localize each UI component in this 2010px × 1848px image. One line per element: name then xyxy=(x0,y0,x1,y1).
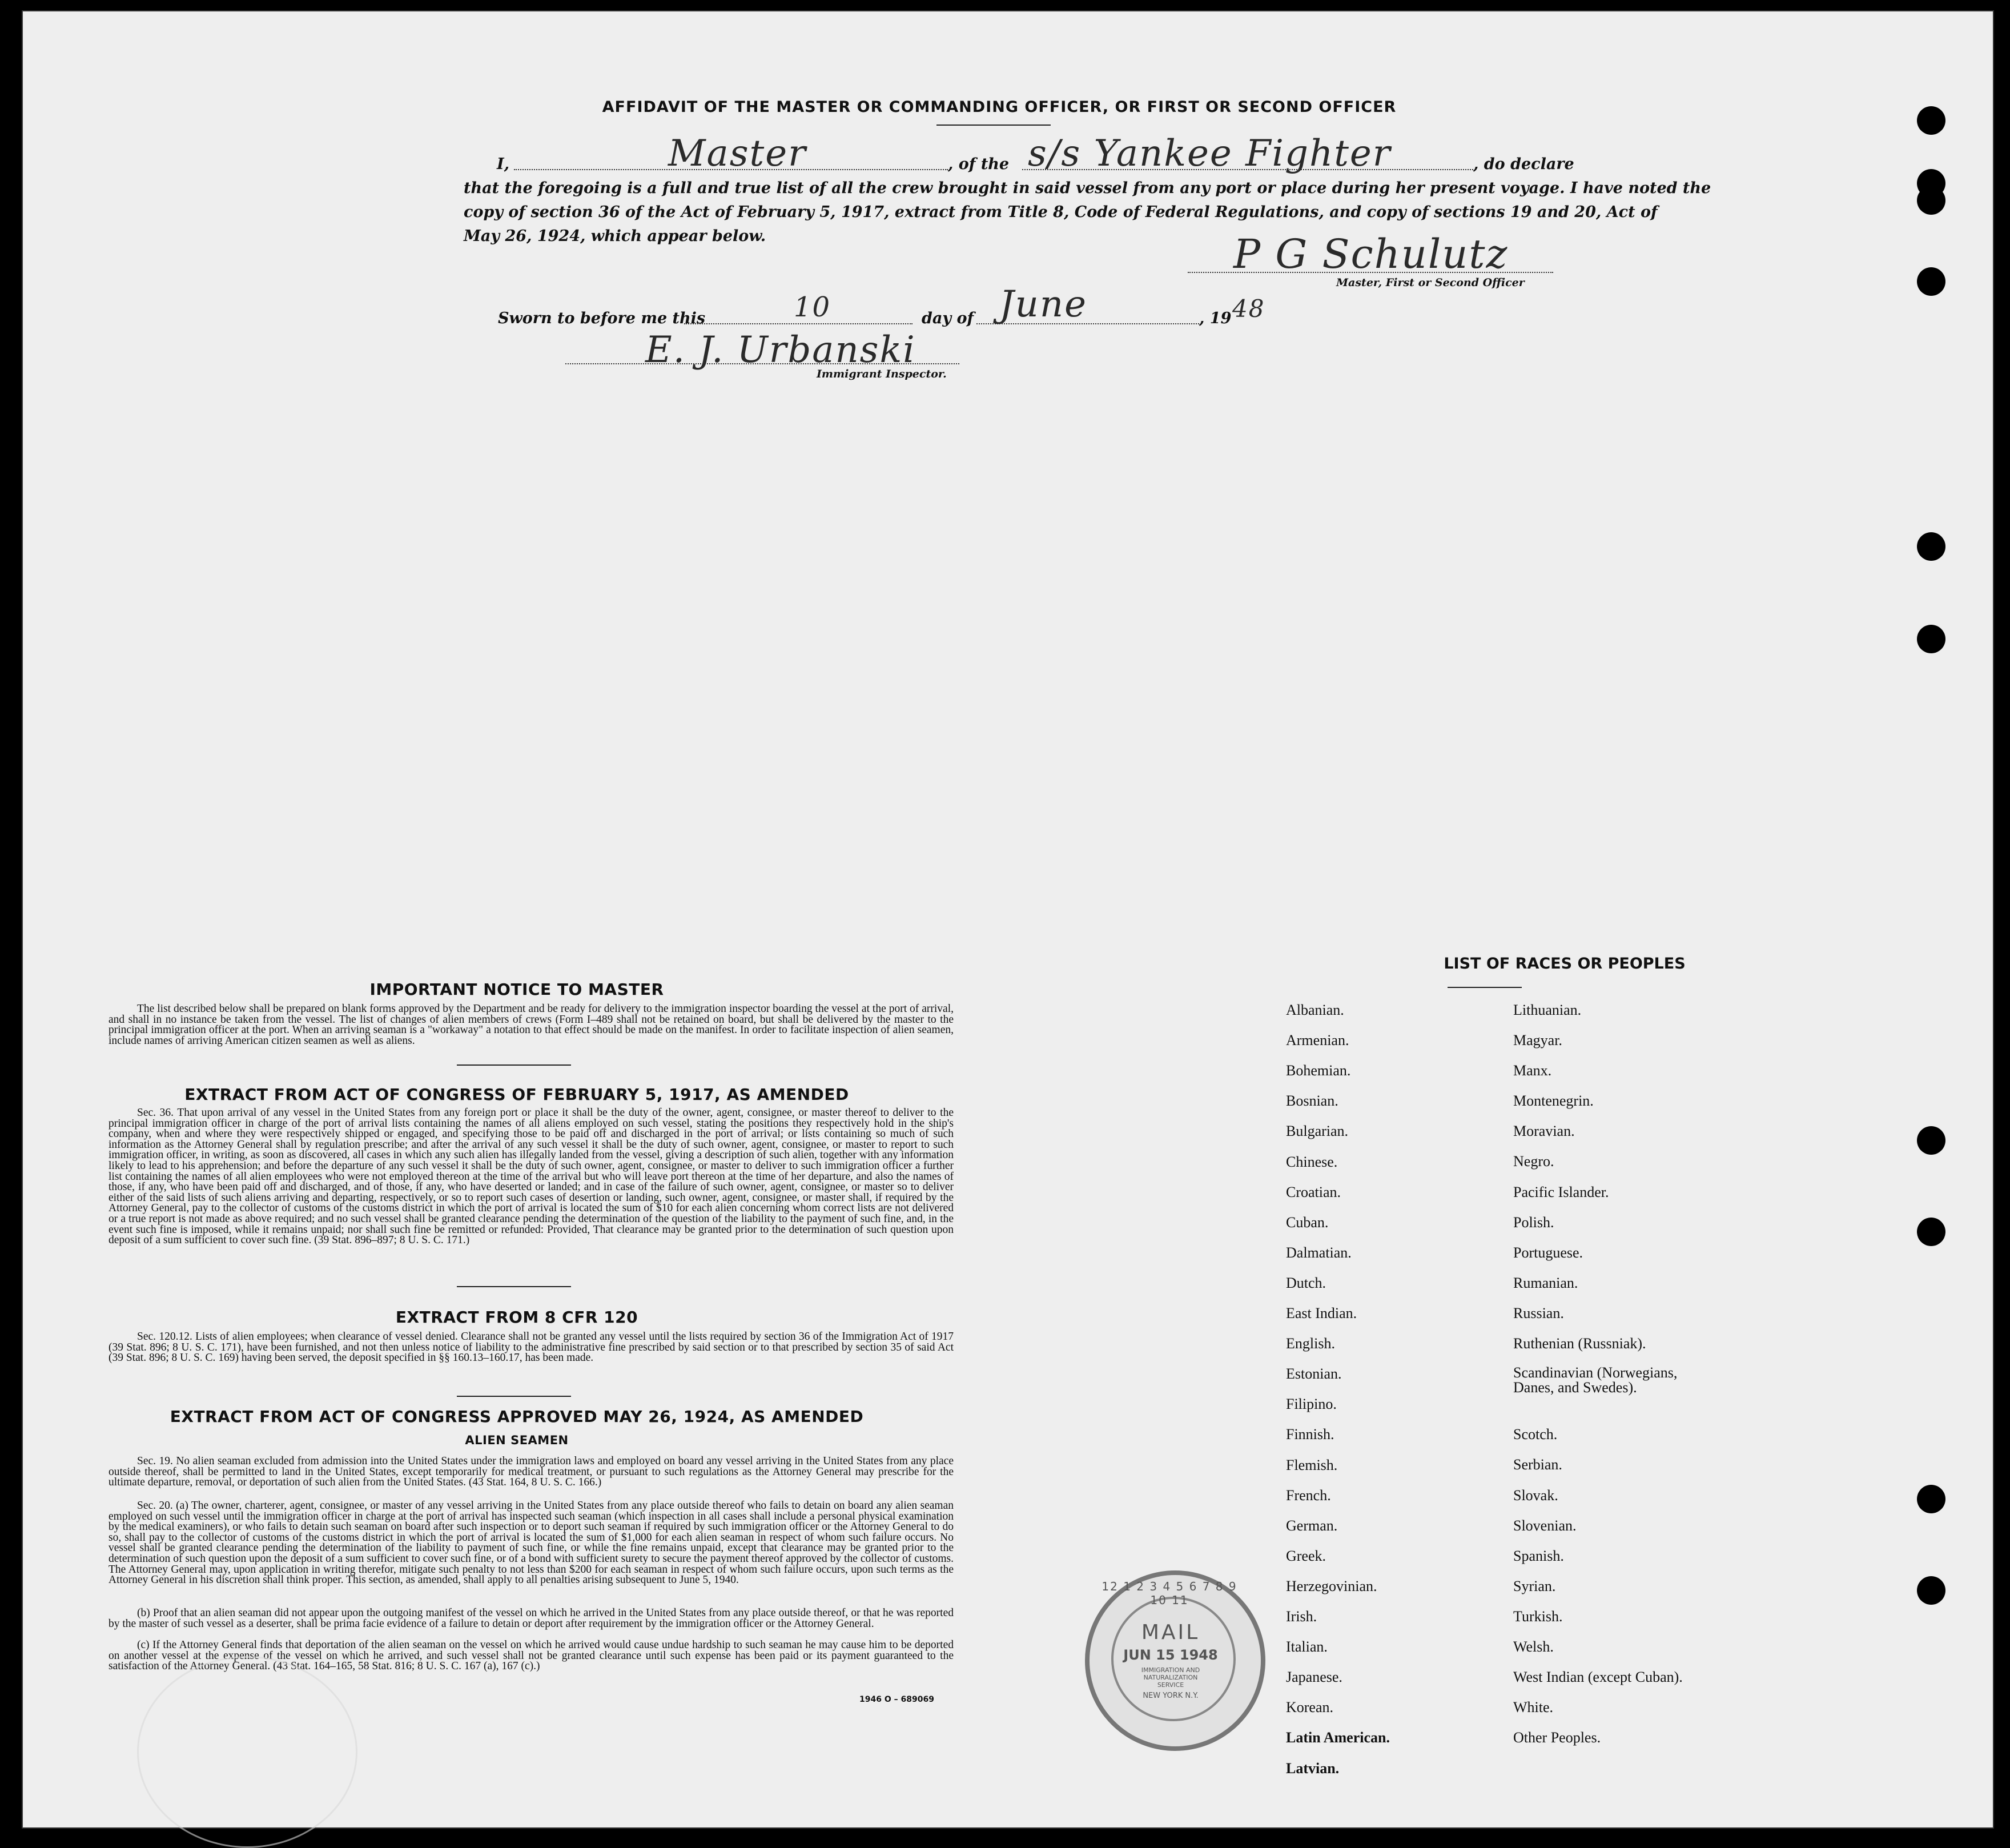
month-handwritten: June xyxy=(999,283,1087,326)
extract2-body: Sec. 120.12. Lists of alien employees; when clearance of vessel denied. Clearance shall not be granted any vessel until the lists required by section 36 of the Immigration Act of 1917 (39 Stat. 896; 8 U. S. C. 171), have been furnished, and not then unless notice of liability to the administrative fine prescribed by said section or to that prescribed by section 35 of said Act (39 Stat. 896; 8 U. S. C. 169) having been served, the deposit specified in §§ 160.13–160.17, has been made. xyxy=(108,1331,954,1364)
extract2-divider xyxy=(457,1396,571,1397)
race-item: Scandinavian (Norwegians, Danes, and Swedes). xyxy=(1513,1364,1678,1396)
extract1-divider xyxy=(457,1286,571,1287)
race-item: German. xyxy=(1286,1517,1338,1534)
inspector-caption: Immigrant Inspector. xyxy=(817,368,947,380)
extract3-sec20b: (b) Proof that an alien seaman did not appear upon the outgoing manifest of the vessel on which he arrived in the United States from any place outside thereof, or that he was reported by the master of such vessel as a deserter, shall be prima facie evidence of a failure to detain or deport after requirement by the immigration officer or the Attorney General. xyxy=(108,1607,954,1630)
race-item: Other Peoples. xyxy=(1513,1729,1601,1746)
race-item: Ruthenian (Russniak). xyxy=(1513,1335,1646,1352)
race-item: Slovak. xyxy=(1513,1487,1558,1504)
race-item: Turkish. xyxy=(1513,1608,1563,1625)
affidavit-title: AFFIDAVIT OF THE MASTER OR COMMANDING OFFICER, OR FIRST OR SECOND OFFICER xyxy=(602,98,1397,116)
print-code: 1946 O – 689069 xyxy=(859,1695,934,1704)
race-item: Russian. xyxy=(1513,1305,1564,1321)
race-item: Korean. xyxy=(1286,1699,1334,1716)
race-item: Dutch. xyxy=(1286,1275,1326,1291)
notice-divider xyxy=(457,1064,571,1066)
race-item: Estonian. xyxy=(1286,1365,1342,1382)
races-divider xyxy=(1448,987,1522,988)
year-handwritten: 48 xyxy=(1232,295,1265,323)
stamp-city-text: NEW YORK N.Y. xyxy=(1143,1692,1199,1700)
of-the-label: , of the xyxy=(948,155,1010,173)
extract3-title: EXTRACT FROM ACT OF CONGRESS APPROVED MAY 26, 1924, AS AMENDED xyxy=(170,1407,864,1426)
race-item: Serbian. xyxy=(1513,1456,1562,1473)
race-item: Herzegovinian. xyxy=(1286,1578,1377,1594)
races-title: LIST OF RACES OR PEOPLES xyxy=(1444,955,1686,973)
stamp-date-text: JUN 15 1948 xyxy=(1123,1647,1218,1663)
i-label: I, xyxy=(497,155,510,173)
race-item: Italian. xyxy=(1286,1638,1328,1655)
affidavit-line-4: May 26, 1924, which appear below. xyxy=(464,227,766,245)
race-item: Spanish. xyxy=(1513,1548,1564,1564)
punch-hole xyxy=(1917,267,1945,296)
punch-hole xyxy=(1917,1126,1945,1155)
race-item: White. xyxy=(1513,1699,1554,1716)
race-item: Filipino. xyxy=(1286,1396,1337,1412)
stamp-mail-text: MAIL xyxy=(1141,1621,1200,1644)
extract1-body: Sec. 36. That upon arrival of any vessel in the United States from any foreign port or place it shall be the duty of the owner, agent, consignee, or master thereof to deliver to the principal immigration officer in charge of the port of arrival lists containing the names of all aliens employed on such vessel, stating the positions they respectively hold in the ship's company, when and where they were respectively shipped or engaged, and specifying those to be paid off and discharged in the port of arrival; or lists containing so much of such information as the Attorney General shall by regulation prescribe; and after the arrival of any such vessel it shall be the duty of such owner, agent, consignee, or master to report to such immigration officer, in writing, as soon as discovered, all cases in which any such alien has illegally landed from the vessel, giving a description of such alien, together with any information likely to lead to his apprehension; and before the departure of any such vessel it shall be the duty of such owner, agent, consignee, or master to deliver to such immigration officer a further list containing the names of all alien employees who were not employed thereon at the time of the arrival but who will leave port thereon at the time of her departure, and also the names of those, if any, who have been paid off and discharged, and of those, if any, who have deserted or landed; and in case of the failure of such owner, agent, consignee, or master so to deliver either of the said lists of such aliens arriving and departing, respectively, or so to report such cases of desertion or landing, such owner, agent, consignee, or master shall, if required by the Attorney General, pay to the collector of customs of the customs district in which the port of arrival is located the sum of $10 for each alien concerning whom correct lists are not delivered or a true report is not made as above required; and no such vessel shall be granted clearance pending the determination of the question of the liability to the payment of such fine, and, in the event such fine is imposed, while it remains unpaid; nor shall such fine be remitted or refunded: Provided, That clearance may be granted prior to the determination of such question upon deposit of a sum sufficient to cover such fine. (39 Stat. 896–897; 8 U. S. C. 171.) xyxy=(108,1107,954,1247)
rank-handwritten: Master xyxy=(668,132,807,175)
race-item: Syrian. xyxy=(1513,1578,1556,1594)
race-item: Slovenian. xyxy=(1513,1517,1577,1534)
extract3-subtitle: ALIEN SEAMEN xyxy=(465,1433,569,1447)
race-item: Bohemian. xyxy=(1286,1062,1351,1079)
document-sheet xyxy=(22,10,1994,1829)
day-field-line xyxy=(684,323,912,324)
race-item: Bosnian. xyxy=(1286,1092,1338,1109)
race-item: Flemish. xyxy=(1286,1457,1338,1473)
race-item: Scotch. xyxy=(1513,1426,1558,1443)
race-item: Welsh. xyxy=(1513,1638,1554,1655)
race-item: West Indian (except Cuban). xyxy=(1513,1669,1683,1685)
race-item: Montenegrin. xyxy=(1513,1092,1594,1109)
do-declare-label: , do declare xyxy=(1473,155,1574,173)
mail-postmark-stamp xyxy=(1085,1570,1265,1751)
punch-hole xyxy=(1917,1485,1945,1513)
extract3-sec20c: (c) If the Attorney General finds that deportation of the alien seaman on the vessel on which he arrived would cause undue hardship to such seaman he may cause him to be deported on another vessel at the expense of the vessel on which he arrived, and such vessel shall not be granted clearance until such expense has been paid or its payment guaranteed to the satisfaction of the Attorney General. (43 Stat. 164–165, 58 Stat. 816; 8 U. S. C. 167 (a), 167 (c).) xyxy=(108,1639,954,1673)
officer-caption: Master, First or Second Officer xyxy=(1336,276,1525,289)
race-item: Croatian. xyxy=(1286,1184,1341,1200)
year-prefix: , 19 xyxy=(1199,310,1232,327)
race-item: Pacific Islander. xyxy=(1513,1184,1609,1200)
race-item: Magyar. xyxy=(1513,1032,1562,1048)
race-item: Latvian. xyxy=(1286,1760,1340,1777)
race-item: Bulgarian. xyxy=(1286,1123,1349,1139)
race-item: East Indian. xyxy=(1286,1305,1357,1321)
title-divider xyxy=(936,124,1051,126)
race-item: Negro. xyxy=(1513,1153,1554,1170)
day-handwritten: 10 xyxy=(794,291,831,323)
race-item: Manx. xyxy=(1513,1062,1552,1079)
stamp-agency-text: IMMIGRATION AND NATURALIZATION SERVICE xyxy=(1141,1666,1200,1689)
officer-signature: P G Schulutz xyxy=(1233,231,1509,278)
race-item: Polish. xyxy=(1513,1214,1554,1231)
race-item: Rumanian. xyxy=(1513,1275,1578,1291)
race-item: Cuban. xyxy=(1286,1214,1329,1231)
race-item: Portuguese. xyxy=(1513,1244,1583,1261)
race-item: Irish. xyxy=(1286,1608,1317,1625)
race-item: Lithuanian. xyxy=(1513,1002,1582,1018)
punch-hole xyxy=(1917,1218,1945,1246)
affidavit-line-3: copy of section 36 of the Act of February 5, 1917, extract from Title 8, Code of Federal Regulations, and copy of sections 19 and 20, Act of xyxy=(464,203,1658,221)
race-item: Chinese. xyxy=(1286,1154,1338,1170)
extract1-title: EXTRACT FROM ACT OF CONGRESS OF FEBRUARY 5, 1917, AS AMENDED xyxy=(184,1085,849,1104)
stamp-ring-numbers: 12 1 2 3 4 5 6 7 8 9 10 11 xyxy=(1102,1580,1237,1607)
punch-hole xyxy=(1917,106,1945,135)
race-item: French. xyxy=(1286,1487,1331,1504)
punch-hole xyxy=(1917,625,1945,653)
race-item: Armenian. xyxy=(1286,1032,1349,1048)
extract2-title: EXTRACT FROM 8 CFR 120 xyxy=(395,1308,638,1327)
vessel-handwritten: s/s Yankee Fighter xyxy=(1028,132,1392,175)
race-item: Dalmatian. xyxy=(1286,1244,1352,1261)
race-item: Albanian. xyxy=(1286,1002,1344,1018)
race-item: Finnish. xyxy=(1286,1426,1334,1443)
notice-title: IMPORTANT NOTICE TO MASTER xyxy=(369,980,664,999)
affidavit-line-2: that the foregoing is a full and true list of all the crew brought in said vessel from any port or place during her present voyage. I have noted the xyxy=(464,179,1711,197)
day-of-label: day of xyxy=(922,310,974,327)
race-item: Greek. xyxy=(1286,1548,1326,1564)
race-item: Japanese. xyxy=(1286,1669,1342,1685)
punch-hole xyxy=(1917,1576,1945,1605)
extract3-sec20a: Sec. 20. (a) The owner, charterer, agent, consignee, or master of any vessel arriving in the United States from any place outside thereof who fails to detain on board any alien seaman employed on such vessel until the immigration officer in charge at the port of arrival has inspected such seaman (which inspection in all cases shall include a personal physical examination by the medical examiners), or who fails to detain such seaman on board after such inspection or to deport such seaman if required by such immigration officer or the Attorney General to do so, shall pay to the collector of customs of the customs district in which the port of arrival is located the sum of $1,000 for each alien seaman in respect of whom such failure occurs. No vessel shall be granted clearance pending the determination of the liability to payment of such fine, or while the fine remains unpaid, except that clearance may be granted prior to the determination of such question upon the deposit of a sum sufficient to cover such fine, or of a bond with sufficient surety to secure the payment thereof approved by the collector of customs. The Attorney General may, upon application in writing therefor, mitigate such penalty to not less than $200 for each seaman in respect of whom such failure occurs, upon such terms as the Attorney General in his discretion shall think proper. This section, as amended, shall apply to all penalties arising subsequent to June 5, 1940. xyxy=(108,1500,954,1586)
embossed-seal xyxy=(137,1656,357,1848)
inspector-signature: E. J. Urbanski xyxy=(645,329,916,371)
race-item: English. xyxy=(1286,1335,1335,1352)
extract3-sec19: Sec. 19. No alien seaman excluded from admission into the United States under the immigration laws and employed on board any vessel arriving in the United States from any place outside thereof, shall be permitted to land in the United States, except temporarily for medical treatment, or pursuant to such regulations as the Attorney General may prescribe for the ultimate departure, removal, or deportation of such alien from the United States. (43 Stat. 164, 8 U. S. C. 166.) xyxy=(108,1455,954,1489)
punch-hole xyxy=(1917,532,1945,561)
punch-hole xyxy=(1917,186,1945,215)
race-item: Latin American. xyxy=(1286,1729,1390,1746)
race-item: Moravian. xyxy=(1513,1123,1575,1139)
notice-body: The list described below shall be prepared on blank forms approved by the Department and be ready for delivery to the immigration inspector boarding the vessel at the port of arrival, and shall in no instance be taken from the vessel. The list of changes of alien members of crews (Form I–489 shall not be retained on board, but shall be delivered by the master to the principal immigration officer at the port. When an arriving seaman is a "workaway" a notation to that effect should be made on the manifest. In order to facilitate inspection of alien seamen, include names of arriving American citizen seamen as well as aliens. xyxy=(108,1003,954,1047)
sworn-label: Sworn to before me this xyxy=(498,310,706,327)
